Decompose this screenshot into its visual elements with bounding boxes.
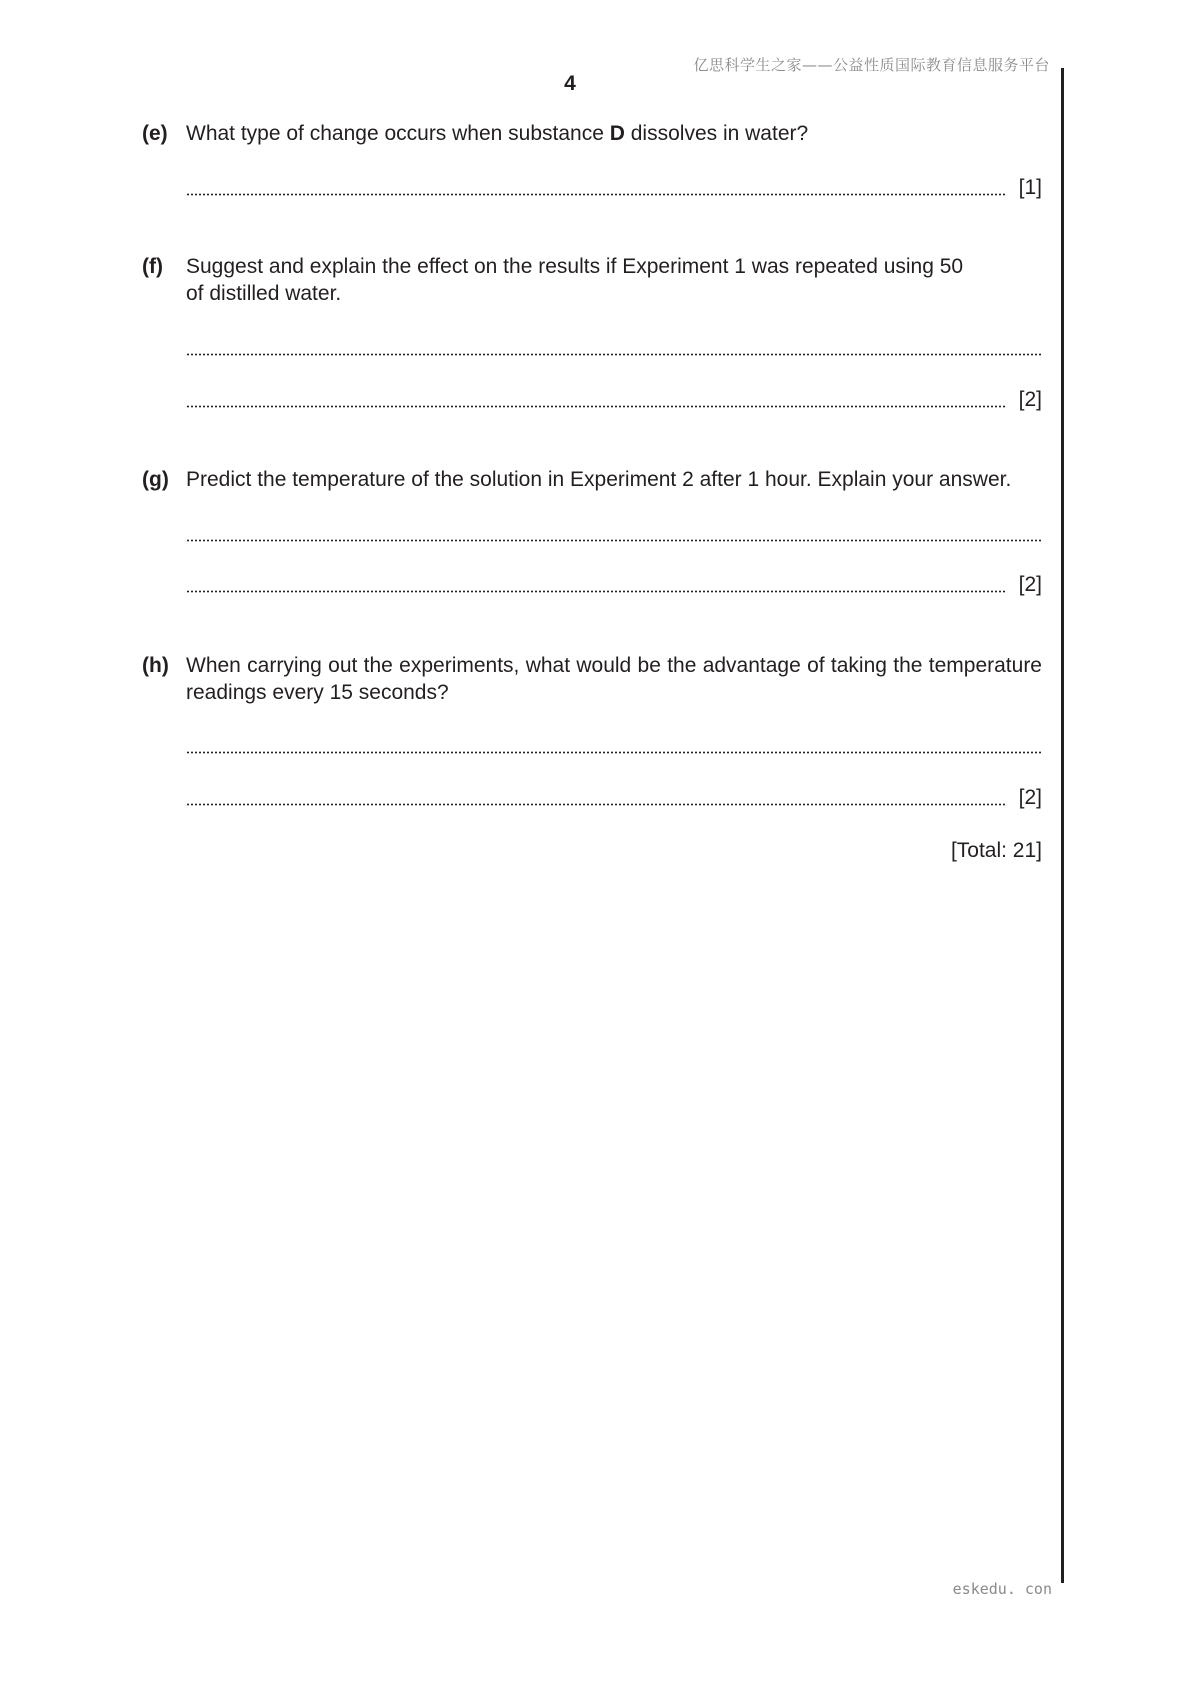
watermark-text: 亿思科学生之家——公益性质国际教育信息服务平台 xyxy=(693,56,1050,74)
question-label: (f) xyxy=(142,255,163,278)
dotted-line xyxy=(186,353,1042,356)
question-text: Suggest and explain the effect on the results if Experiment 1 was repeated using 50 of distilled water. xyxy=(186,255,964,305)
substance-label: D xyxy=(609,122,625,145)
question-text xyxy=(186,120,1042,147)
question-text: When carrying out the experiments, what would be the advantage of taking the temperature readings every 15 seconds? xyxy=(186,654,1042,704)
answer-line-h-1[interactable] xyxy=(186,732,1042,759)
question-g xyxy=(142,466,1042,493)
answer-line-g-1[interactable] xyxy=(186,520,1042,547)
dotted-line xyxy=(186,193,1007,196)
marks-label: [2] xyxy=(1018,786,1042,809)
dotted-line xyxy=(186,405,1007,408)
dotted-line xyxy=(186,539,1042,542)
answer-line-f-2[interactable] xyxy=(186,386,1042,413)
question-text-part: What type of change occurs when substance xyxy=(186,122,610,145)
marks-label: [2] xyxy=(1018,573,1042,596)
dotted-line xyxy=(186,751,1042,754)
question-text-part: dissolves in water? xyxy=(624,122,809,145)
answer-line-h-2[interactable] xyxy=(186,784,1042,811)
question-h xyxy=(142,652,1042,706)
question-label: (g) xyxy=(142,468,169,491)
footer-site: eskedu. con xyxy=(952,1580,1052,1598)
dotted-line xyxy=(186,803,1007,806)
question-f xyxy=(142,253,1042,307)
marks-label: [2] xyxy=(1018,388,1042,411)
question-text: Predict the temperature of the solution in Experiment 2 after 1 hour. Explain your answer. xyxy=(186,468,1012,491)
answer-line-f-1[interactable] xyxy=(186,334,1042,361)
question-label: (e) xyxy=(142,122,168,145)
total-marks: [Total: 21] xyxy=(950,839,1042,862)
dotted-line xyxy=(186,590,1007,593)
page-number: 4 xyxy=(564,72,576,95)
question-e xyxy=(142,120,1042,147)
question-label: (h) xyxy=(142,654,169,677)
answer-line-e[interactable] xyxy=(186,174,1042,201)
marks-label: [1] xyxy=(1018,176,1042,199)
answer-line-g-2[interactable] xyxy=(186,571,1042,598)
margin-rule xyxy=(1061,68,1064,1583)
